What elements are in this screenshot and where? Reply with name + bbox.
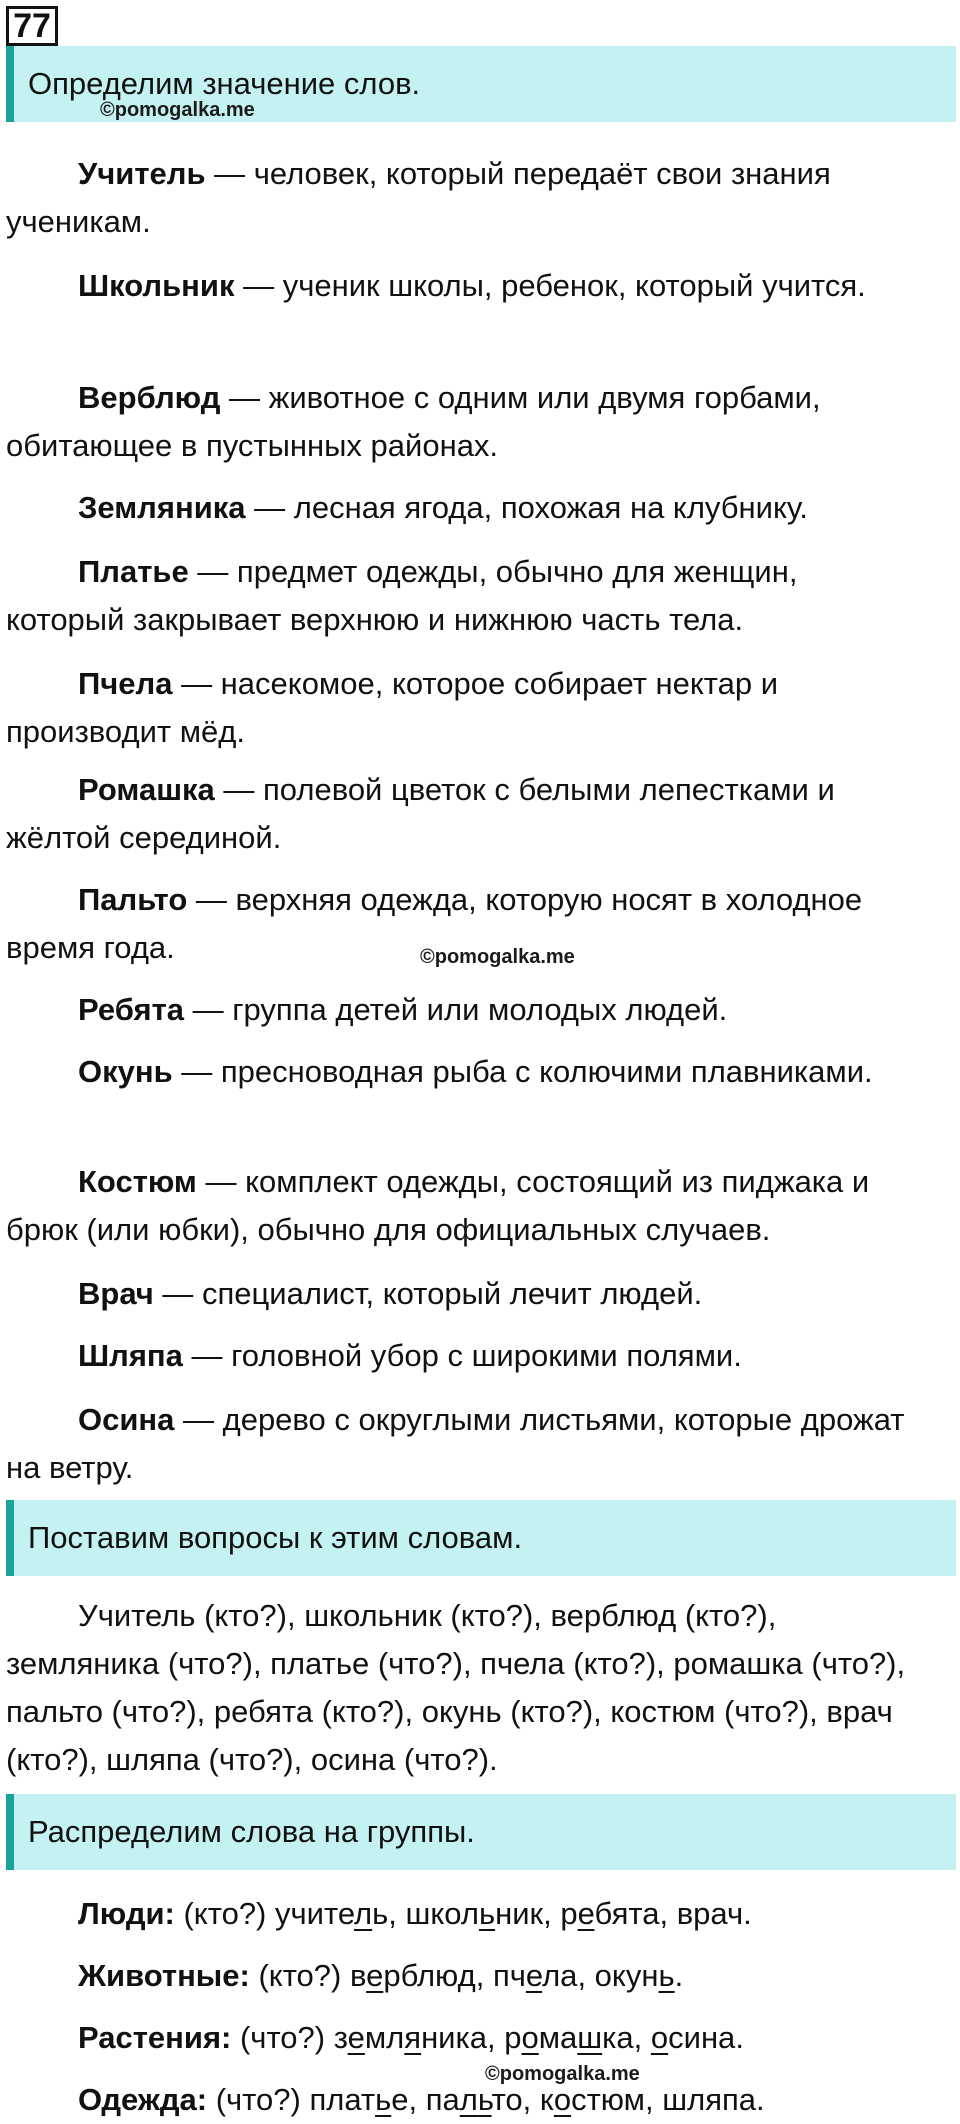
separator: ,	[659, 1896, 677, 1931]
word-part: рблю	[383, 1958, 458, 1993]
definition-text: — специалист, который лечит людей.	[153, 1276, 703, 1311]
underlined-letter: е	[347, 2020, 365, 2055]
underlined-letter: ь	[658, 1958, 675, 1993]
definition-item	[6, 1396, 906, 1492]
separator: ,	[633, 2020, 651, 2055]
group-word	[560, 1896, 659, 1931]
questions-paragraph: Учитель (кто?), школьник (кто?), верблюд (кто?), земляника (что?), платье (что?), пчела (кто?), ромашка (что?), пальто (что?), ребята (кто?), окунь (кто?), костюм (что?), врач (кто?), шляпа (что?), осина (что?).	[6, 1598, 906, 1777]
word-part: ла	[542, 1958, 578, 1993]
group-line	[6, 1890, 906, 1938]
definition-term: Пальто	[78, 882, 188, 917]
underlined-letter: е	[366, 1958, 384, 1993]
definition-text: — ученик школы, ребенок, который учится.	[234, 268, 866, 303]
definition-text: — насекомое, которое собирает нектар и производит мёд.	[6, 666, 779, 749]
group-label: Одежда:	[78, 2082, 208, 2117]
definition-text: — группа детей или молодых людей.	[184, 992, 728, 1027]
separator: .	[743, 1896, 752, 1931]
underlined-letter: л	[354, 1896, 373, 1931]
definition-text: — комплект одежды, состоящий из пиджака и брюк (или юбки), обычно для официальных случаев.	[6, 1164, 870, 1247]
definition-item	[6, 1270, 906, 1318]
word-part: ь	[372, 1896, 389, 1931]
definition-term: Осина	[78, 1402, 175, 1437]
word-part: ник	[495, 1896, 544, 1931]
definition-text: — верхняя одежда, которую носят в холодное время года.	[6, 882, 863, 965]
definition-text: — дерево с округлыми листьями, которые дрожат на ветру.	[6, 1402, 905, 1485]
definition-term: Земляника	[78, 490, 246, 525]
group-label: Люди:	[78, 1896, 175, 1931]
definition-term: Шляпа	[78, 1338, 183, 1373]
definition-text: — лесная ягода, похожая на клубнику.	[245, 490, 808, 525]
separator: ,	[522, 2082, 540, 2117]
definition-term: Ромашка	[78, 772, 215, 807]
word-part: окун	[594, 1958, 659, 1993]
separator: ,	[475, 1958, 493, 1993]
exercise-number: 77	[6, 6, 58, 46]
group-word	[540, 2082, 645, 2117]
underlined-letter: я	[404, 2020, 422, 2055]
group-word	[350, 1958, 476, 1993]
watermark: ©pomogalka.me	[485, 2063, 640, 2085]
word-part: е	[391, 2082, 409, 2117]
group-word	[662, 2082, 756, 2117]
word-part: р	[504, 2020, 522, 2055]
word-part: мл	[364, 2020, 405, 2055]
word-part: ка	[602, 2020, 634, 2055]
word-part: па	[425, 2082, 460, 2117]
definition-text: — человек, который передаёт свои знания ученикам.	[6, 156, 831, 239]
underlined-letter: ь	[375, 2082, 392, 2117]
underlined-letter: е	[577, 1896, 595, 1931]
group-question: (кто?)	[174, 1896, 275, 1931]
underlined-letter: о	[553, 2082, 572, 2117]
word-part: стюм	[571, 2082, 645, 2117]
group-line	[6, 1952, 906, 2000]
word-part: р	[560, 1896, 578, 1931]
watermark: ©pomogalka.me	[420, 946, 575, 968]
definition-item	[6, 1048, 906, 1096]
word-part: учите	[275, 1896, 355, 1931]
watermark: ©pomogalka.me	[100, 99, 255, 121]
definition-term: Пчела	[78, 666, 173, 701]
group-word	[493, 1958, 578, 1993]
underlined-letter: л	[459, 2082, 478, 2117]
group-word	[426, 2082, 523, 2117]
definition-term: Школьник	[78, 268, 235, 303]
group-question: (что?)	[231, 2020, 334, 2055]
word-part: з	[333, 2020, 348, 2055]
definition-item	[6, 484, 906, 532]
separator: ,	[388, 1896, 406, 1931]
definition-term: Платье	[78, 554, 189, 589]
definition-term: Врач	[78, 1276, 154, 1311]
underlined-letter: д	[457, 1958, 476, 1993]
definition-item	[6, 1158, 906, 1254]
word-part: к	[539, 2082, 554, 2117]
definition-item	[6, 548, 906, 644]
group-word	[275, 1896, 388, 1931]
definition-term: Окунь	[78, 1054, 173, 1089]
group-word	[309, 2082, 408, 2117]
group-question: (кто?)	[249, 1958, 350, 1993]
word-part: шляпа	[662, 2082, 757, 2117]
separator: ,	[486, 2020, 505, 2055]
group-label: Растения:	[78, 2020, 232, 2055]
definition-item	[6, 150, 906, 246]
word-part: врач	[676, 1896, 744, 1931]
separator: ,	[577, 1958, 595, 1993]
group-label: Животные:	[78, 1958, 250, 1993]
separator: .	[674, 1958, 684, 1993]
group-word	[504, 2020, 633, 2055]
section-banner-groups: Распределим слова на группы.	[6, 1794, 956, 1870]
definition-item	[6, 660, 906, 756]
word-part: бята	[594, 1896, 660, 1931]
underlined-letter: ь	[478, 1896, 496, 1931]
group-word	[595, 1958, 675, 1993]
definition-item	[6, 374, 906, 470]
definition-text: — предмет одежды, обычно для женщин, который закрывает верхнюю и нижнюю часть тела.	[6, 554, 798, 637]
word-part: в	[349, 1958, 367, 1993]
separator: ,	[645, 2082, 663, 2117]
section-banner-definitions: Определим значение слов.	[6, 46, 956, 122]
definition-text: — животное с одним или двумя горбами, обитающее в пустынных районах.	[6, 380, 821, 463]
definition-item	[6, 986, 906, 1034]
definition-term: Верблюд	[78, 380, 221, 415]
separator: ,	[408, 2082, 426, 2117]
separator: .	[735, 2020, 744, 2055]
definition-term: Учитель	[78, 156, 206, 191]
group-word	[651, 2020, 735, 2055]
underlined-letter: ш	[577, 2020, 603, 2055]
group-line	[6, 2076, 906, 2124]
word-part: сина	[668, 2020, 736, 2055]
word-part: то	[491, 2082, 523, 2117]
definition-term: Костюм	[78, 1164, 197, 1199]
word-part: плат	[309, 2082, 376, 2117]
definition-text: — головной убор с широкими полями.	[182, 1338, 742, 1373]
group-word	[406, 1896, 544, 1931]
group-word	[677, 1896, 743, 1931]
underlined-letter: ь	[477, 2082, 492, 2117]
group-word	[334, 2020, 487, 2055]
word-part: школ	[405, 1896, 479, 1931]
definition-item	[6, 766, 906, 862]
group-question: (что?)	[207, 2082, 310, 2117]
group-line	[6, 2014, 906, 2062]
definition-term: Ребята	[78, 992, 184, 1027]
word-part: ника	[421, 2020, 487, 2055]
definition-text: — пресноводная рыба с колючими плавниками.	[172, 1054, 873, 1089]
definition-text: — полевой цветок с белыми лепестками и жёлтой серединой.	[6, 772, 835, 855]
underlined-letter: е	[525, 1958, 543, 1993]
separator: .	[756, 2082, 765, 2117]
separator: ,	[543, 1896, 561, 1931]
underlined-letter: о	[521, 2020, 539, 2055]
underlined-letter: о	[650, 2020, 669, 2055]
definition-item	[6, 1332, 906, 1380]
definition-item	[6, 262, 906, 310]
word-part: ма	[538, 2020, 578, 2055]
section-banner-questions: Поставим вопросы к этим словам.	[6, 1500, 956, 1576]
word-part: пч	[492, 1958, 526, 1993]
